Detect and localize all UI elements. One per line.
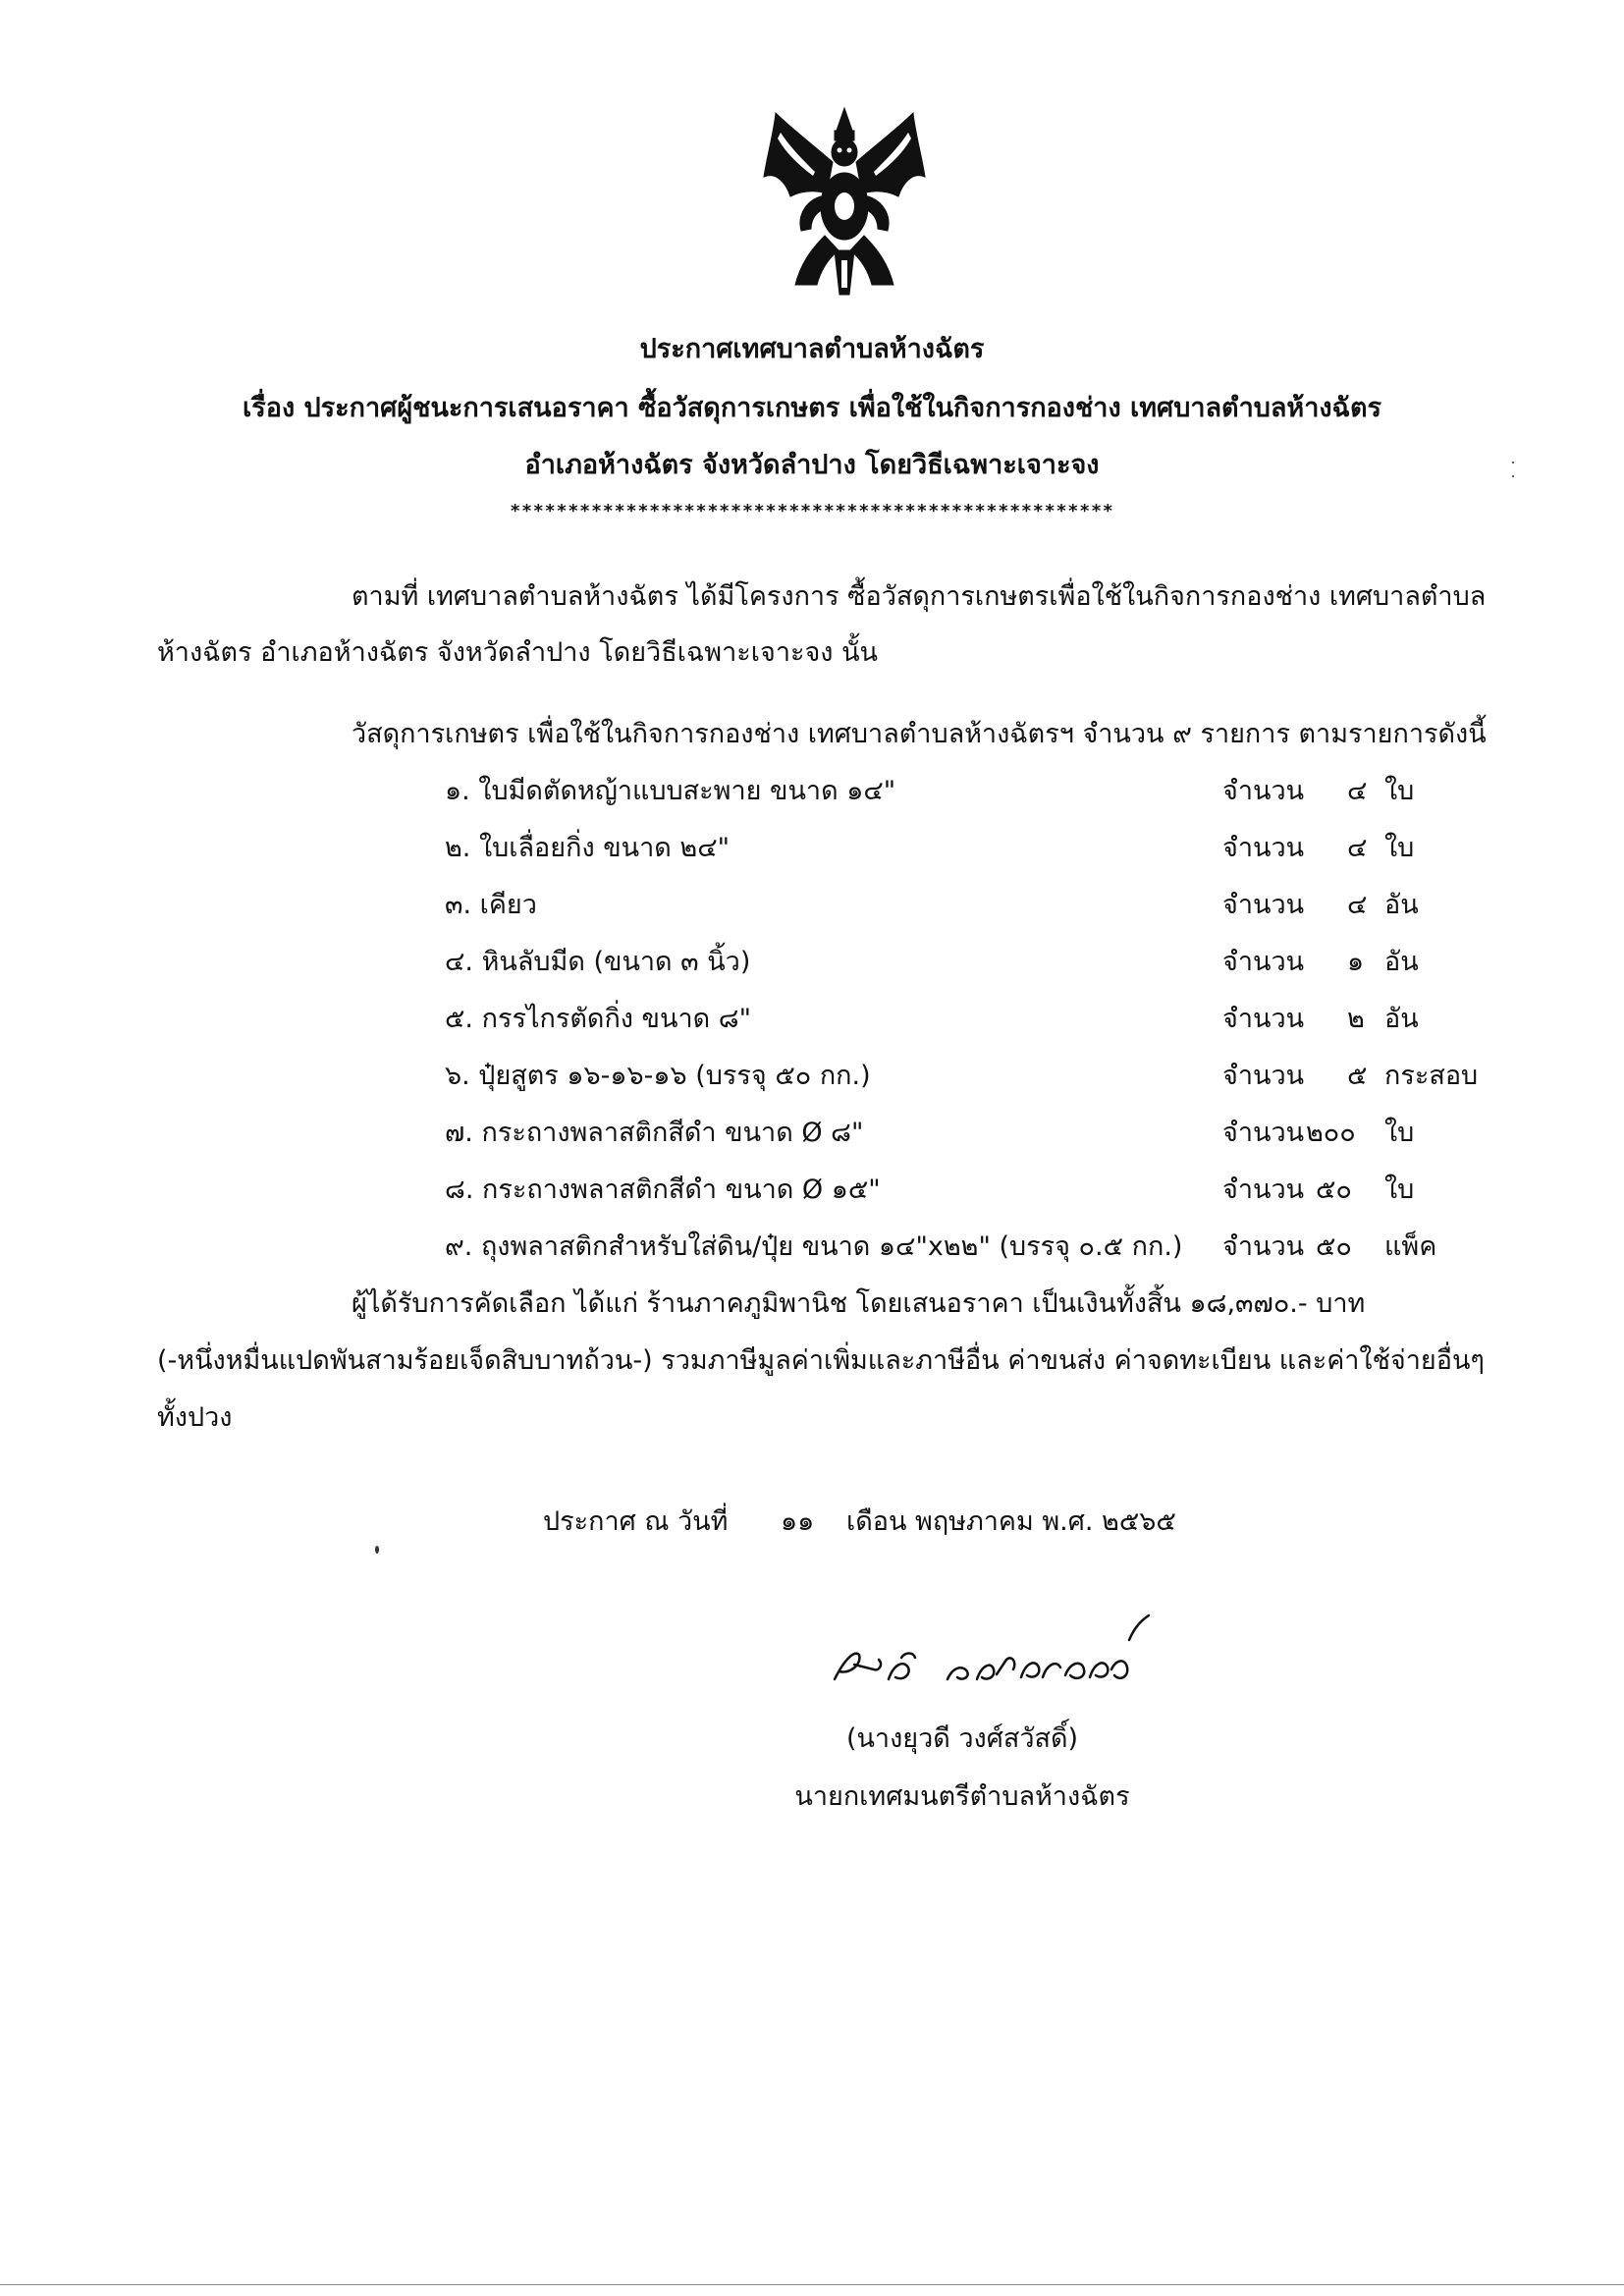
- item-qty: ๒๐๐: [1306, 1118, 1356, 1148]
- item-qty-label: จำนวน: [1222, 1061, 1305, 1091]
- item-name: ๒. ใบเลื่อยกิ่ง ขนาด ๒๔": [445, 833, 731, 863]
- item-qty-label: จำนวน: [1222, 1004, 1305, 1034]
- item-qty-label: จำนวน: [1222, 776, 1305, 806]
- winner-line1: ผู้ได้รับการคัดเลือก ได้แก่ ร้านภาคภูมิพานิช โดยเสนอราคา เป็นเงินทั้งสิ้น ๑๘,๓๗๐.- บาท: [352, 1288, 1366, 1319]
- item-unit: อัน: [1384, 947, 1419, 977]
- item-qty-label: จำนวน: [1222, 1231, 1305, 1262]
- item-name: ๓. เคียว: [445, 890, 537, 920]
- item-unit: ใบ: [1384, 833, 1415, 863]
- announce-day: ๑๑: [781, 1506, 815, 1537]
- item-unit: อัน: [1384, 1004, 1419, 1034]
- item-qty-label: จำนวน: [1222, 1175, 1305, 1205]
- para1-line1: ตามที่ เทศบาลตำบลห้างฉัตร ได้มีโครงการ ซื้อวัสดุการเกษตรเพื่อใช้ในกิจการกองช่าง เทศบาลตำบล: [352, 581, 1487, 612]
- winner-line3: ทั้งปวง: [157, 1402, 233, 1433]
- announcement-subject: เรื่อง ประกาศผู้ชนะการเสนอราคา ซื้อวัสดุการเกษตร เพื่อใช้ในกิจการกองช่าง เทศบาลตำบลห้างฉัตร: [243, 393, 1381, 423]
- winner-line2: (-หนึ่งหมื่นแปดพันสามร้อยเจ็ดสิบบาทถ้วน-) รวมภาษีมูลค่าเพิ่มและภาษีอื่น ค่าขนส่ง ค่าจดทะเบียน และค่าใช้จ่ายอื่นๆ: [157, 1345, 1485, 1376]
- item-qty: ๑: [1347, 947, 1365, 977]
- garuda-emblem: [756, 103, 933, 300]
- item-name: ๘. กระถางพลาสติกสีดำ ขนาด Ø ๑๕": [445, 1175, 881, 1205]
- item-name: ๗. กระถางพลาสติกสีดำ ขนาด Ø ๘": [445, 1118, 864, 1148]
- announce-prefix: ประกาศ ณ วันที่: [543, 1506, 729, 1537]
- item-qty: ๔: [1347, 890, 1368, 920]
- item-qty-label: จำนวน: [1222, 833, 1305, 863]
- item-qty: ๕๐: [1316, 1231, 1352, 1262]
- signer-position: นายกเทศมนตรีตำบลห้างฉัตร: [794, 1781, 1130, 1812]
- announcement-location: อำเภอห้างฉัตร จังหวัดลำปาง โดยวิธีเฉพาะเจาะจง: [524, 450, 1100, 480]
- item-name: ๖. ปุ๋ยสูตร ๑๖-๑๖-๑๖ (บรรจุ ๕๐ กก.): [445, 1061, 871, 1091]
- item-unit: แพ็ค: [1384, 1231, 1437, 1262]
- item-unit: กระสอบ: [1384, 1061, 1479, 1091]
- item-name: ๑. ใบมีดตัดหญ้าแบบสะพาย ขนาด ๑๔": [445, 776, 896, 806]
- item-qty: ๕๐: [1316, 1175, 1352, 1205]
- item-qty: ๔: [1347, 776, 1368, 806]
- handwritten-signature: [825, 1611, 1188, 1699]
- item-name: ๙. ถุงพลาสติกสำหรับใส่ดิน/ปุ๋ย ขนาด ๑๔"x๒๒" (บรรจุ ๐.๕ กก.): [445, 1231, 1183, 1262]
- item-unit: ใบ: [1384, 776, 1415, 806]
- para1-line2: ห้างฉัตร อำเภอห้างฉัตร จังหวัดลำปาง โดยวิธีเฉพาะเจาะจง นั้น: [157, 637, 878, 668]
- item-qty-label: จำนวน: [1222, 890, 1305, 920]
- item-name: ๕. กรรไกรตัดกิ่ง ขนาด ๘": [445, 1004, 752, 1034]
- announcement-org-title: ประกาศเทศบาลตำบลห้างฉัตร: [639, 334, 985, 364]
- item-unit: ใบ: [1384, 1175, 1415, 1205]
- item-qty-label: จำนวน: [1222, 1118, 1305, 1148]
- item-qty: ๒: [1347, 1004, 1365, 1034]
- item-qty: ๔: [1347, 833, 1368, 863]
- scan-speck: [1512, 462, 1514, 464]
- item-unit: อัน: [1384, 890, 1419, 920]
- announce-month-year: เดือน พฤษภาคม พ.ศ. ๒๕๖๕: [846, 1506, 1176, 1537]
- item-qty-label: จำนวน: [1222, 947, 1305, 977]
- header-divider: ****************************************************: [510, 501, 1114, 521]
- scan-edge-line: [0, 2284, 1624, 2285]
- item-unit: ใบ: [1384, 1118, 1415, 1148]
- scan-speck: [375, 1546, 379, 1554]
- para2-intro: วัสดุการเกษตร เพื่อใช้ในกิจการกองช่าง เทศบาลตำบลห้างฉัตรฯ จำนวน ๙ รายการ ตามรายการดังนี้: [352, 719, 1487, 749]
- item-name: ๔. หินลับมีด (ขนาด ๓ นิ้ว): [445, 947, 751, 977]
- signer-name: (นางยุวดี วงศ์สวัสดิ์): [845, 1723, 1079, 1754]
- scan-speck: [1512, 475, 1514, 477]
- item-qty: ๕: [1347, 1061, 1368, 1091]
